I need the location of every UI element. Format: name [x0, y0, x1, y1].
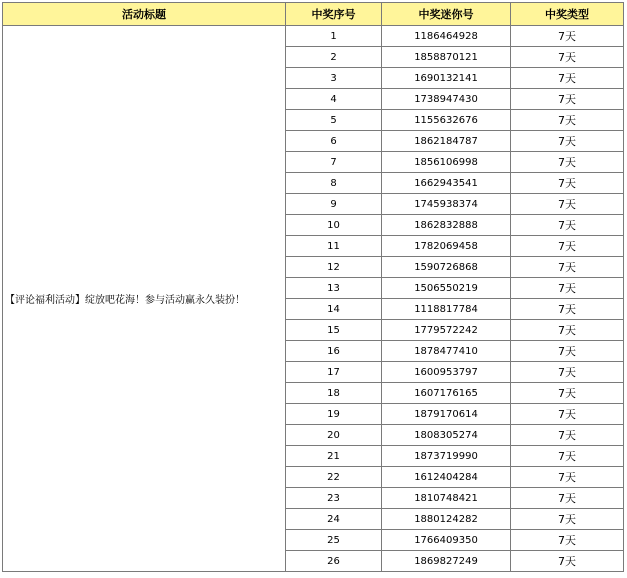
- mini-id-cell[interactable]: 1506550219: [382, 278, 511, 299]
- prize-number-cell[interactable]: 6: [286, 131, 382, 152]
- mini-id-cell[interactable]: 1662943541: [382, 173, 511, 194]
- prize-number-cell[interactable]: 5: [286, 110, 382, 131]
- winners-body: [3, 26, 624, 572]
- prize-number-cell[interactable]: 18: [286, 383, 382, 404]
- prize-number-cell[interactable]: 12: [286, 257, 382, 278]
- prize-number-cell[interactable]: 1: [286, 26, 382, 47]
- mini-id-cell[interactable]: 1879170614: [382, 404, 511, 425]
- prize-number-cell[interactable]: 4: [286, 89, 382, 110]
- prize-type-cell[interactable]: 7天: [511, 551, 624, 572]
- activity-title-cell[interactable]: 【评论福利活动】绽放吧花海！参与活动赢永久装扮！: [3, 26, 286, 572]
- prize-number-cell[interactable]: 25: [286, 530, 382, 551]
- mini-id-cell[interactable]: 1862832888: [382, 215, 511, 236]
- header-row: [3, 3, 624, 26]
- mini-id-cell[interactable]: 1600953797: [382, 362, 511, 383]
- mini-id-cell[interactable]: 1590726868: [382, 257, 511, 278]
- header-prize-number[interactable]: 中奖序号: [286, 3, 382, 26]
- mini-id-cell[interactable]: 1856106998: [382, 152, 511, 173]
- prize-number-cell[interactable]: 8: [286, 173, 382, 194]
- prize-type-cell[interactable]: 7天: [511, 530, 624, 551]
- prize-type-cell[interactable]: 7天: [511, 278, 624, 299]
- prize-type-cell[interactable]: 7天: [511, 215, 624, 236]
- prize-type-cell[interactable]: 7天: [511, 509, 624, 530]
- mini-id-cell[interactable]: 1155632676: [382, 110, 511, 131]
- prize-type-cell[interactable]: 7天: [511, 320, 624, 341]
- prize-type-cell[interactable]: 7天: [511, 299, 624, 320]
- prize-type-cell[interactable]: 7天: [511, 68, 624, 89]
- prize-number-cell[interactable]: 9: [286, 194, 382, 215]
- prize-type-cell[interactable]: 7天: [511, 236, 624, 257]
- mini-id-cell[interactable]: 1745938374: [382, 194, 511, 215]
- table-row: [3, 26, 624, 47]
- prize-number-cell[interactable]: 24: [286, 509, 382, 530]
- prize-type-cell[interactable]: 7天: [511, 47, 624, 68]
- prize-number-cell[interactable]: 23: [286, 488, 382, 509]
- mini-id-cell[interactable]: 1858870121: [382, 47, 511, 68]
- prize-type-cell[interactable]: 7天: [511, 383, 624, 404]
- prize-number-cell[interactable]: 15: [286, 320, 382, 341]
- mini-id-cell[interactable]: 1878477410: [382, 341, 511, 362]
- prize-type-cell[interactable]: 7天: [511, 194, 624, 215]
- mini-id-cell[interactable]: 1779572242: [382, 320, 511, 341]
- prize-number-cell[interactable]: 26: [286, 551, 382, 572]
- prize-number-cell[interactable]: 22: [286, 467, 382, 488]
- prize-number-cell[interactable]: 14: [286, 299, 382, 320]
- header-mini-id[interactable]: 中奖迷你号: [382, 3, 511, 26]
- mini-id-cell[interactable]: 1612404284: [382, 467, 511, 488]
- prize-number-cell[interactable]: 3: [286, 68, 382, 89]
- prize-number-cell[interactable]: 16: [286, 341, 382, 362]
- mini-id-cell[interactable]: 1690132141: [382, 68, 511, 89]
- mini-id-cell[interactable]: 1880124282: [382, 509, 511, 530]
- prize-number-cell[interactable]: 11: [286, 236, 382, 257]
- prize-number-cell[interactable]: 10: [286, 215, 382, 236]
- prize-type-cell[interactable]: 7天: [511, 446, 624, 467]
- mini-id-cell[interactable]: 1766409350: [382, 530, 511, 551]
- prize-type-cell[interactable]: 7天: [511, 341, 624, 362]
- mini-id-cell[interactable]: 1782069458: [382, 236, 511, 257]
- prize-type-cell[interactable]: 7天: [511, 425, 624, 446]
- prize-type-cell[interactable]: 7天: [511, 488, 624, 509]
- prize-type-cell[interactable]: 7天: [511, 110, 624, 131]
- prize-type-cell[interactable]: 7天: [511, 404, 624, 425]
- prize-type-cell[interactable]: 7天: [511, 467, 624, 488]
- mini-id-cell[interactable]: 1186464928: [382, 26, 511, 47]
- mini-id-cell[interactable]: 1607176165: [382, 383, 511, 404]
- winners-sheet: [2, 2, 624, 572]
- prize-type-cell[interactable]: 7天: [511, 173, 624, 194]
- mini-id-cell[interactable]: 1873719990: [382, 446, 511, 467]
- mini-id-cell[interactable]: 1118817784: [382, 299, 511, 320]
- prize-number-cell[interactable]: 17: [286, 362, 382, 383]
- header-prize-type[interactable]: 中奖类型: [511, 3, 624, 26]
- prize-type-cell[interactable]: 7天: [511, 152, 624, 173]
- prize-type-cell[interactable]: 7天: [511, 89, 624, 110]
- header-activity-title[interactable]: 活动标题: [3, 3, 286, 26]
- prize-type-cell[interactable]: 7天: [511, 131, 624, 152]
- prize-number-cell[interactable]: 13: [286, 278, 382, 299]
- prize-number-cell[interactable]: 20: [286, 425, 382, 446]
- prize-type-cell[interactable]: 7天: [511, 362, 624, 383]
- winners-table: [2, 2, 624, 572]
- prize-type-cell[interactable]: 7天: [511, 257, 624, 278]
- prize-type-cell[interactable]: 7天: [511, 26, 624, 47]
- mini-id-cell[interactable]: 1869827249: [382, 551, 511, 572]
- prize-number-cell[interactable]: 7: [286, 152, 382, 173]
- mini-id-cell[interactable]: 1738947430: [382, 89, 511, 110]
- prize-number-cell[interactable]: 21: [286, 446, 382, 467]
- mini-id-cell[interactable]: 1810748421: [382, 488, 511, 509]
- prize-number-cell[interactable]: 2: [286, 47, 382, 68]
- mini-id-cell[interactable]: 1808305274: [382, 425, 511, 446]
- prize-number-cell[interactable]: 19: [286, 404, 382, 425]
- mini-id-cell[interactable]: 1862184787: [382, 131, 511, 152]
